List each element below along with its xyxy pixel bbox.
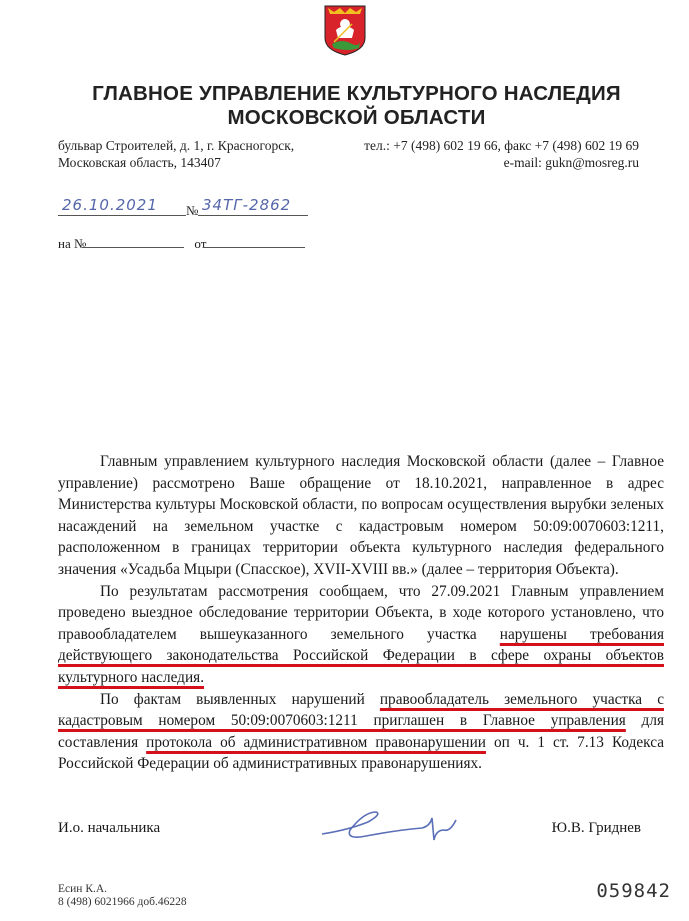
reference-line	[58, 236, 206, 252]
reference-date-blank	[203, 247, 305, 248]
underlined-protocol: протокола об административном правонарушении	[146, 733, 486, 751]
moscow-oblast-coat-of-arms	[322, 4, 368, 56]
organization-name-line2: МОСКОВСКОЙ ОБЛАСТИ	[227, 106, 486, 129]
address-line2: Московская область, 143407	[58, 155, 221, 170]
phone-fax: тел.: +7 (498) 602 19 66, факс +7 (498) 602 19 69	[364, 138, 639, 153]
underlined-invitation: правообладатель земельного участка с кадастровым номером 50:09:0070603:1211 приглашен в Главное управления	[58, 690, 664, 730]
organization-name-line1: ГЛАВНОЕ УПРАВЛЕНИЕ КУЛЬТУРНОГО НАСЛЕДИЯ	[92, 82, 621, 105]
executor-phone: 8 (498) 6021966 доб.46228	[58, 896, 187, 908]
serial-number: 059842	[596, 880, 671, 902]
registration-date: 26.10.2021	[62, 196, 158, 214]
underlined-violation: нарушены требования действующего законодательства Российской Федерации в сфере охраны объектов культурного наследия.	[58, 625, 664, 686]
from-label: от	[194, 236, 207, 251]
number-label: №	[186, 203, 199, 218]
reference-number-blank	[82, 247, 184, 248]
date-line	[58, 215, 186, 216]
email-address: e-mail: gukn@mosreg.ru	[503, 155, 639, 170]
signatory-title: И.о. начальника	[58, 820, 161, 836]
signatory-name: Ю.В. Гриднев	[551, 820, 641, 836]
registration-number: 34ТГ-2862	[202, 196, 292, 214]
number-line	[198, 215, 308, 216]
paragraph-3: По фактам выявленных нарушений правообладатель земельного участка с кадастровым номером 50:09:0070603:1211 приглашен в Главное управления для составления протокола об административном правонарушении оп ч. 1 ст. 7.13 Кодекса Российской Федерации об административных правонарушениях.	[58, 690, 664, 773]
paragraph-2: По результатам рассмотрения сообщаем, что 27.09.2021 Главным управлением проведено выездное обследование территории Объекта, в ходе которого установлено, что правообладателем вышеуказанного земельного участка нарушены требования действующего законодательства Российской Федерации в сфере охраны объектов культурного наследия.	[58, 582, 664, 686]
handwritten-signature	[318, 800, 478, 850]
address-line1: бульвар Строителей, д. 1, г. Красногорск,	[58, 138, 295, 153]
letter-body	[58, 451, 664, 775]
executor-name: Есин К.А.	[58, 883, 108, 895]
reference-label: на №	[58, 236, 87, 251]
paragraph-1: Главным управлением культурного наследия Московской области (далее – Главное управление) рассмотрено Ваше обращение от 18.10.2021, направленное в адрес Министерства культуры Московской области, по вопросам осуществления вырубки зеленых насаждений на земельном участке с кадастровым номером 50:09:0070603:1211, расположенном в границах территории объекта культурного наследия федерального значения «Усадьба Мцыри (Спасское), XVII-XVIII вв.» (далее – территория Объекта).	[58, 453, 664, 578]
